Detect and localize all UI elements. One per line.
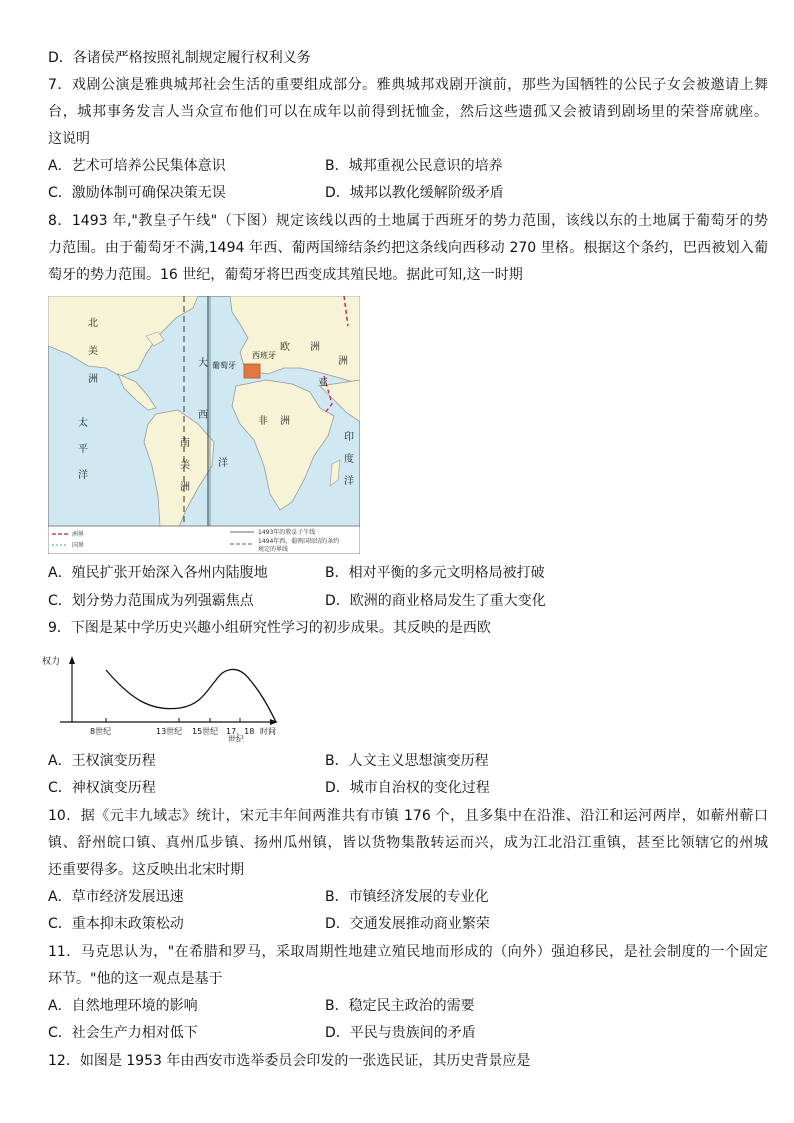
papal-meridian-map bbox=[48, 296, 360, 554]
q7-option-a: A．艺术可培养公民集体意识 bbox=[48, 158, 226, 174]
q7-stem-line-3: 这说明 bbox=[48, 131, 90, 147]
q8-option-d: D．欧洲的商业格局发生了重大变化 bbox=[325, 593, 546, 609]
q10-option-a: A．草市经济发展迅速 bbox=[48, 889, 184, 905]
q8-option-a: A．殖民扩张开始深入各州内陆腹地 bbox=[48, 565, 268, 581]
graph-tick-17-18: 17、18 bbox=[226, 727, 255, 736]
graph-tick-13c: 13世纪 bbox=[156, 727, 183, 736]
q10-option-d: D．交通发展推动商业繁荣 bbox=[325, 916, 490, 932]
q7-option-d: D．城邦以教化缓解阶级矛盾 bbox=[325, 185, 504, 201]
map-label-xi: 西 bbox=[198, 410, 208, 421]
q11-option-c: C．社会生产力相对低下 bbox=[48, 1025, 198, 1041]
q10-stem-line-3: 还重要得多。这反映出北宋时期 bbox=[48, 862, 244, 878]
map-label-atlantic-yang: 洋 bbox=[218, 458, 228, 469]
legend-1494-line-b: 规定的界线 bbox=[258, 546, 289, 553]
map-label-fei: 非 bbox=[258, 416, 268, 427]
graph-tick-8c: 8世纪 bbox=[90, 727, 112, 736]
map-label-s-america: 美 bbox=[180, 460, 190, 471]
map-label-pacific-yang: 洋 bbox=[78, 470, 88, 481]
q7-option-b: B．城邦重视公民意识的培养 bbox=[325, 158, 503, 174]
q8-stem-line-1: 8．1493 年,"教皇子午线"（下图）规定该线以西的土地属于西班牙的势力范围，该线以东的土地属于葡萄牙的势 bbox=[48, 213, 768, 229]
q9-option-d: D．城市自治权的变化过程 bbox=[325, 780, 490, 796]
q9-option-c: C．神权演变历程 bbox=[48, 780, 156, 796]
graph-x-label: 时间 bbox=[260, 727, 276, 736]
map-label-indian-yang: 洋 bbox=[344, 476, 354, 487]
q7-stem-line-2: 台，城邦事务发言人当众宣布他们可以在成年以前得到抚恤金，然后这些遗孤又会被请到剧场里的荣誉席就座。 bbox=[48, 104, 768, 120]
q8-stem-line-3: 萄牙的势力范围。16 世纪，葡萄牙将巴西变成其殖民地。据此可知,这一时期 bbox=[48, 267, 523, 283]
q6-option-d: D．各诸侯严格按照礼制规定履行权利义务 bbox=[48, 50, 311, 66]
map-label-du: 度 bbox=[344, 454, 354, 465]
legend-continent-border: 洲界 bbox=[72, 531, 85, 538]
map-label-continent: 洲 bbox=[88, 374, 98, 385]
q11-stem-line-1: 11．马克思认为，"在希腊和罗马，采取周期性地建立殖民地而形成的（向外）强迫移民，是社会制度的一个固定 bbox=[48, 944, 768, 960]
q10-option-b: B．市镇经济发展的专业化 bbox=[325, 889, 489, 905]
map-label-spain: 西班牙 bbox=[252, 351, 276, 360]
q12-stem: 12．如图是 1953 年由西安市选举委员会印发的一张选民证，其历史背景应是 bbox=[48, 1053, 531, 1069]
q7-option-c: C．激励体制可确保决策无误 bbox=[48, 185, 226, 201]
map-label-s-continent: 洲 bbox=[180, 482, 190, 493]
q10-stem-line-2: 镇、舒州皖口镇、真州瓜步镇、扬州瓜州镇，皆以货物集散转运而兴，成为江北沿江重镇，甚至比领辖它的州城 bbox=[48, 835, 768, 851]
q9-stem: 9．下图是某中学历史兴趣小组研究性学习的初步成果。其反映的是西欧 bbox=[48, 620, 491, 636]
map-label-portugal: 葡萄牙 bbox=[212, 361, 236, 370]
map-label-tai: 太 bbox=[78, 418, 88, 429]
map-label-africa-zhou: 洲 bbox=[280, 416, 290, 427]
graph-y-label: 权力 bbox=[42, 657, 61, 667]
map-label-south: 南 bbox=[180, 438, 190, 449]
map-label-ping: 平 bbox=[78, 444, 88, 455]
q7-stem-line-1: 7．戏剧公演是雅典城邦社会生活的重要组成部分。雅典城邦戏剧开演前，那些为国牺牲的公民子女会被邀请上舞 bbox=[48, 77, 768, 93]
map-label-asia-zhou: 洲 bbox=[338, 356, 348, 367]
map-label-yin: 印 bbox=[344, 432, 354, 443]
graph-tick-15c: 15世纪 bbox=[192, 727, 219, 736]
q11-option-d: D．平民与贵族间的矛盾 bbox=[325, 1025, 476, 1041]
map-label-america: 美 bbox=[88, 346, 98, 357]
map-label-ou: 欧 bbox=[280, 342, 290, 353]
legend-1493-line: 1493年的教皇子午线 bbox=[258, 529, 316, 536]
q11-option-a: A．自然地理环境的影响 bbox=[48, 998, 198, 1014]
map-label-da: 大 bbox=[198, 358, 208, 369]
map-label-europe-zhou: 洲 bbox=[310, 342, 320, 353]
q8-stem-line-2: 力范围。由于葡萄牙不满,1494 年西、葡两国缔结条约把这条线向西移动 270 里格。根据这个条约，巴西被划入葡 bbox=[48, 240, 768, 256]
q8-option-b: B．相对平衡的多元文明格局被打破 bbox=[325, 565, 545, 581]
q11-stem-line-2: 环节。"他的这一观点是基于 bbox=[48, 971, 223, 987]
q9-option-a: A．王权演变历程 bbox=[48, 753, 156, 769]
legend-1494-line-a: 1494年西、葡两国缔结的条约 bbox=[258, 538, 340, 545]
legend-country-border: 国界 bbox=[72, 542, 85, 549]
map-label-ya: 亚 bbox=[318, 378, 328, 389]
map-label-north: 北 bbox=[88, 318, 98, 329]
power-curve-graph bbox=[40, 650, 285, 742]
q11-option-b: B．稳定民主政治的需要 bbox=[325, 998, 475, 1014]
q9-option-b: B．人文主义思想演变历程 bbox=[325, 753, 489, 769]
q10-option-c: C．重本抑末政策松动 bbox=[48, 916, 184, 932]
q8-option-c: C．划分势力范围成为列强霸焦点 bbox=[48, 593, 254, 609]
power-curve bbox=[106, 669, 276, 722]
graph-tick-suffix: 世纪 bbox=[228, 735, 244, 742]
q10-stem-line-1: 10．据《元丰九域志》统计，宋元丰年间两淮共有市镇 176 个，且多集中在沿淮、沿江和运河两岸，如蕲州蕲口 bbox=[48, 808, 768, 824]
